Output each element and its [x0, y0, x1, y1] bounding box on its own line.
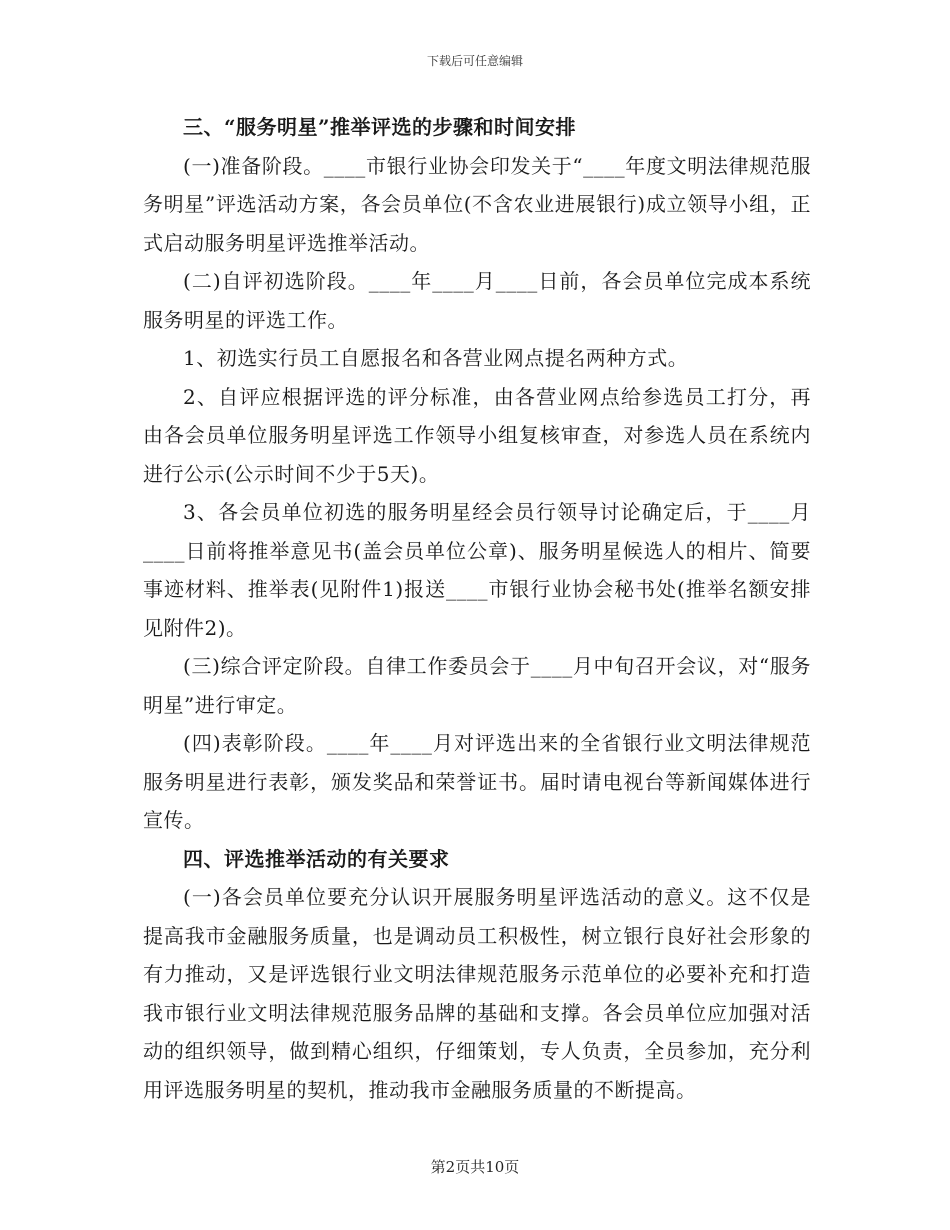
paragraph-6: 3、各会员单位初选的服务明星经会员行领导讨论确定后，于____月____日前将推举意见书(盖会员单位公章)、服务明星候选人的相片、简要事迹材料、推举表(见附件1)报送____市银行业协会秘书处(推举名额安排见附件2)。	[143, 500, 811, 640]
paragraph-10: (一)各会员单位要充分认识开展服务明星评选活动的意义。这不仅是提高我市金融服务质量，也是调动员工积极性，树立银行良好社会形象的有力推动，又是评选银行业文明法律规范服务示范单位的必要补充和打造我市银行业文明法律规范服务品牌的基础和支撑。各会员单位应加强对活动的组织领导，做到精心组织，仔细策划，专人负责，全员参加，充分利用评选服务明星的契机，推动我市金融服务质量的不断提高。	[143, 885, 811, 1102]
page-footer: 第2页共10页	[430, 1158, 520, 1176]
document-body	[143, 108, 811, 1109]
paragraph-2: (一)准备阶段。____市银行业协会印发关于“____年度文明法律规范服务明星”评选活动方案，各会员单位(不含农业进展银行)成立领导小组，正式启动服务明星评选推举活动。	[143, 153, 811, 255]
paragraph-9: 四、评选推举活动的有关要求	[183, 846, 450, 871]
page-header: 下载后可任意编辑	[426, 54, 523, 68]
paragraph-1: 三、“服务明星”推举评选的步骤和时间安排	[183, 115, 577, 139]
paragraph-5: 2、自评应根据评选的评分标准，由各营业网点给参选员工打分，再由各会员单位服务明星评选工作领导小组复核审查，对参选人员在系统内进行公示(公示时间不少于5天)。	[143, 384, 811, 486]
paragraph-7: (三)综合评定阶段。自律工作委员会于____月中旬召开会议，对“服务明星”进行审定。	[143, 654, 811, 717]
paragraph-8: (四)表彰阶段。____年____月对评选出来的全省银行业文明法律规范服务明星进行表彰，颁发奖品和荣誉证书。届时请电视台等新闻媒体进行宣传。	[143, 731, 811, 832]
paragraph-3: (二)自评初选阶段。____年____月____日前，各会员单位完成本系统服务明星的评选工作。	[143, 269, 811, 332]
paragraph-4: 1、初选实行员工自愿报名和各营业网点提名两种方式。	[183, 346, 689, 370]
